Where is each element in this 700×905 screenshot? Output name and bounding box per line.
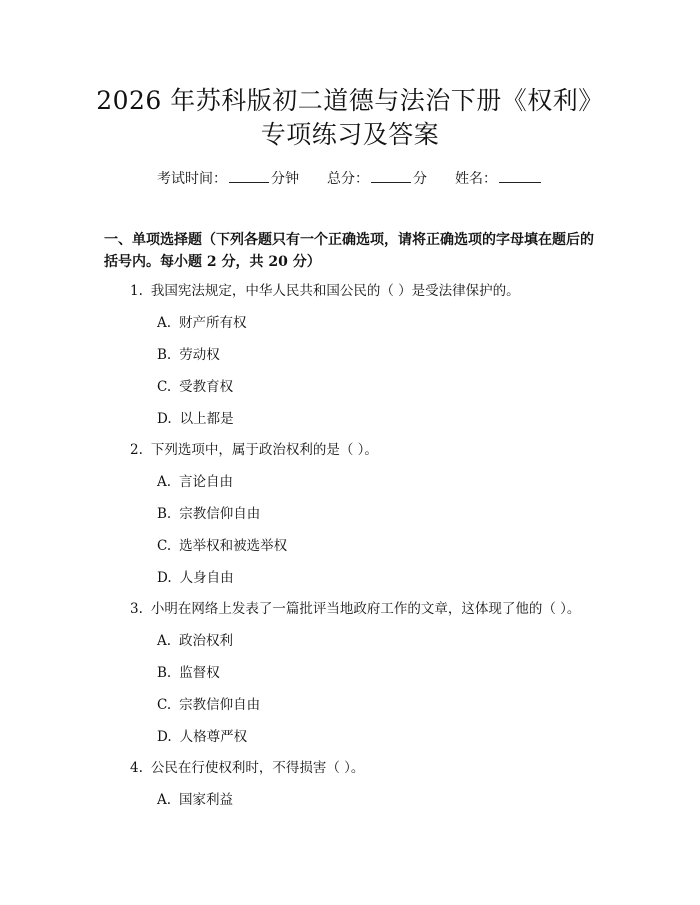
question-number: 1. — [130, 283, 143, 299]
question-1-option-c — [157, 377, 233, 397]
option-letter: A. — [157, 315, 172, 331]
option-letter: C. — [157, 538, 172, 554]
question-1-option-a — [157, 313, 247, 333]
document-title-line1: 2026 年苏科版初二道德与法治下册《权利》 — [96, 86, 604, 115]
option-letter: A. — [157, 474, 172, 490]
question-text: 下列选项中，属于政治权利的是（ ）。 — [150, 442, 378, 458]
exam-time-unit: 分钟 — [271, 171, 299, 187]
question-2 — [130, 440, 378, 460]
option-text: 财产所有权 — [179, 315, 247, 331]
student-name-label: 姓名： — [455, 171, 497, 187]
exam-time-label: 考试时间： — [157, 171, 227, 187]
question-text: 公民在行使权利时，不得损害（ ）。 — [150, 760, 365, 776]
question-1-option-b — [157, 345, 220, 365]
option-text: 人格尊严权 — [179, 729, 248, 745]
exam-time-blank — [229, 168, 269, 183]
option-text: 监督权 — [179, 665, 220, 681]
option-letter: A. — [157, 792, 172, 808]
option-letter: D. — [157, 729, 172, 745]
option-text: 劳动权 — [179, 347, 220, 363]
question-number: 4. — [130, 760, 143, 776]
total-score-field — [327, 168, 427, 189]
question-number: 2. — [130, 442, 143, 458]
option-text: 宗教信仰自由 — [179, 506, 261, 522]
question-1-option-d — [157, 409, 234, 429]
option-letter: C. — [157, 697, 172, 713]
total-score-blank — [371, 168, 411, 183]
question-3-option-c — [157, 695, 260, 715]
exam-time-field — [157, 168, 299, 189]
exam-info-row — [0, 168, 700, 189]
student-name-field — [455, 168, 543, 189]
option-text: 国家利益 — [179, 792, 234, 808]
option-letter: B. — [157, 506, 172, 522]
question-3-option-b — [157, 663, 220, 683]
section-heading-single-choice: 一、单项选择题（下列各题只有一个正确选项，请将正确选项的字母填在题后的括号内。每小题 2 分，共 20 分） — [104, 232, 594, 270]
question-3 — [130, 599, 580, 619]
question-text: 我国宪法规定，中华人民共和国公民的（ ）是受法律保护的。 — [150, 283, 520, 299]
question-3-option-d — [157, 727, 247, 747]
question-text: 小明在网络上发表了一篇批评当地政府工作的文章，这体现了他的（ ）。 — [150, 601, 581, 617]
option-text: 选举权和被选举权 — [179, 538, 288, 554]
total-score-unit: 分 — [413, 171, 427, 187]
option-text: 受教育权 — [179, 379, 234, 395]
student-name-blank — [499, 168, 541, 183]
question-3-option-a — [157, 631, 233, 651]
question-4-option-a — [157, 790, 233, 810]
total-score-label: 总分： — [327, 171, 369, 187]
question-2-option-b — [157, 504, 260, 524]
option-text: 政治权利 — [179, 633, 234, 649]
option-letter: D. — [157, 411, 172, 427]
option-text: 宗教信仰自由 — [179, 697, 261, 713]
option-letter: B. — [157, 665, 172, 681]
option-letter: B. — [157, 347, 172, 363]
option-letter: D. — [157, 570, 172, 586]
question-number: 3. — [130, 601, 143, 617]
option-text: 以上都是 — [179, 411, 234, 427]
question-1 — [130, 281, 520, 301]
document-title-line2: 专项练习及答案 — [260, 120, 440, 149]
option-letter: A. — [157, 633, 172, 649]
option-text: 言论自由 — [179, 474, 234, 490]
option-text: 人身自由 — [179, 570, 234, 586]
option-letter: C. — [157, 379, 172, 395]
question-2-option-c — [157, 536, 287, 556]
question-2-option-a — [157, 472, 233, 492]
question-4 — [130, 758, 364, 778]
question-2-option-d — [157, 568, 234, 588]
